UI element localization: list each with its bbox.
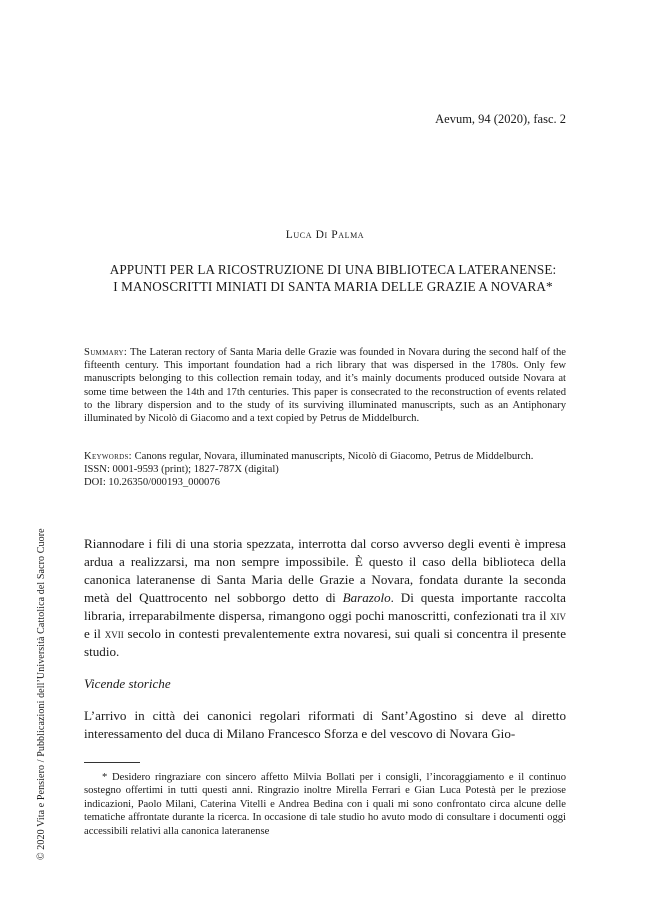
- para1-part-b: . Di questa importante raccolta libraria, irreparabilmente dispersa, rimangono oggi pochi manoscritti, confezionati tra il: [84, 590, 566, 623]
- keywords-block: [84, 450, 566, 490]
- journal-reference: Aevum, 94 (2020), fasc. 2: [435, 112, 566, 126]
- para1-part-d: secolo in contesti prevalentemente extra novaresi, sui quali si concentra il presente studio.: [84, 626, 567, 659]
- copyright-notice: © 2020 Vita e Pensiero / Pubblicazioni dell’Università Cattolica del Sacro Cuore: [36, 528, 47, 860]
- footnote-text: * Desidero ringraziare con sincero affetto Milvia Bollati per i consigli, l’incoraggiamento e il continuo sostegno offertimi in tutti questi anni. Ringrazio inoltre Mirella Ferrari e Gian Luca Potestà per le preziose indicazioni, Paolo Milani, Caterina Vitelli e Andrea Bedina con i quali mi sono confrontato circa alcune delle tematiche affrontate durante la ricerca. In occasione di tale studio ho avuto modo di consultare i documenti oggi accessibili relativi alla canonica lateranense: [84, 772, 566, 837]
- footnote: [84, 771, 566, 838]
- keywords-text: Canons regular, Novara, illuminated manuscripts, Nicolò di Giacomo, Petrus de Middelburch.: [134, 451, 534, 462]
- author-name: Luca Di Palma: [285, 229, 365, 241]
- summary-block: [84, 346, 566, 425]
- issn-line: ISSN: 0001-9593 (print); 1827-787X (digital): [84, 464, 279, 476]
- place-name-barazolo: Barazolo: [342, 590, 391, 605]
- article-title-line-1: APPUNTI PER LA RICOSTRUZIONE DI UNA BIBLIOTECA LATERANENSE:: [109, 262, 557, 277]
- summary-label: Summary:: [84, 347, 128, 358]
- para1-part-c: e il: [84, 626, 105, 641]
- body-paragraph-2: L’arrivo in città dei canonici regolari riformati di Sant’Agostino si deve al diretto interessamento del duca di Milano Francesco Sforza e del vescovo di Novara Gio-: [84, 708, 566, 741]
- footnote-divider: [84, 762, 140, 763]
- body-paragraph-1: [84, 535, 566, 661]
- section-heading: Vicende storiche: [84, 676, 171, 691]
- century-xiv: xiv: [550, 608, 566, 623]
- doi-line: DOI: 10.26350/000193_000076: [84, 477, 220, 489]
- article-title-line-2: I MANOSCRITTI MINIATI DI SANTA MARIA DELLE GRAZIE A NOVARA*: [113, 279, 553, 294]
- keywords-label: Keywords:: [84, 451, 132, 462]
- summary-text: The Lateran rectory of Santa Maria delle Grazie was founded in Novara during the second half of the fifteenth century. This important foundation had a rich library that was dispersed in the 1780s. Only few manuscripts belonging to this collection remain today, and it’s mainly documents produced outside Novara at some time between the 14th and 17th centuries. This paper is consecrated to the reconstruction of events related to the library dispersion and to the study of its surviving illuminated manuscripts, such as an Antiphonary illuminated by Nicolò di Giacomo and a text copied by Petrus de Middelburch.: [84, 347, 566, 425]
- para1-part-a: Riannodare i fili di una storia spezzata, interrotta dal corso avverso degli eventi è impresa ardua a realizzarsi, ma non sempre impossibile. È questo il caso della biblioteca della canonica lateranense di Santa Maria delle Grazie a Novara, fondata durante la seconda metà del Quattrocento nel sobborgo detto di: [84, 536, 566, 605]
- century-xvii: xvii: [104, 626, 124, 641]
- article-title: [88, 261, 578, 295]
